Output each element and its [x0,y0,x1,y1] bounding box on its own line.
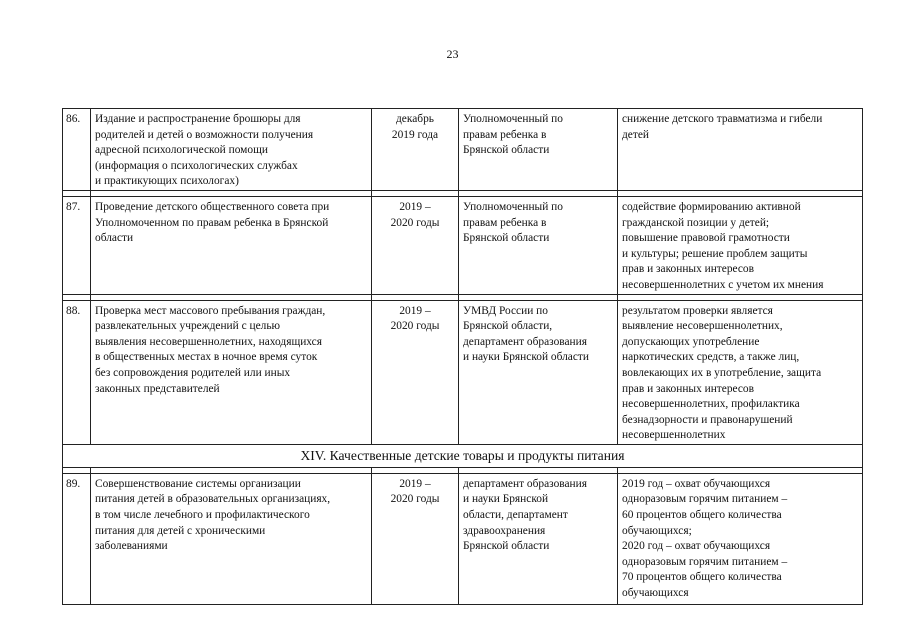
row-number: 88. [63,300,91,444]
page-number: 23 [446,47,459,61]
activity-cell: Издание и распространение брошюры для родителей и детей о возможности получения адресной психологической помощи (информация о психологических службах и практикующих психологах) [91,109,372,191]
table-row [63,473,863,604]
term-cell: 2019 – 2020 годы [372,473,459,604]
result-cell: результатом проверки является выявление несовершеннолетних, допускающих употребление наркотических средств, а также лиц, вовлекающих их в употребление, защита прав и законных интересов несовершеннолетних, профилактика безнадзорности и правонарушений несовершеннолетних [618,300,863,444]
section-title: XIV. Качественные детские товары и продукты питания [63,444,863,467]
term-cell: 2019 – 2020 годы [372,196,459,294]
row-number: 87. [63,196,91,294]
row-number: 89. [63,473,91,604]
responsible-cell: Уполномоченный по правам ребенка в Брянской области [459,196,618,294]
table-row [63,196,863,294]
responsible-cell: Уполномоченный по правам ребенка в Брянской области [459,109,618,191]
table-row [63,300,863,444]
activity-cell: Проведение детского общественного совета при Уполномоченном по правам ребенка в Брянской области [91,196,372,294]
result-cell: 2019 год – охват обучающихся одноразовым горячим питанием – 60 процентов общего количества обучающихся; 2020 год – охват обучающихся одноразовым горячим питанием – 70 процентов общего количества обучающихся [618,473,863,604]
result-cell: содействие формированию активной гражданской позиции у детей; повышение правовой грамотности и культуры; решение проблем защиты прав и законных интересов несовершеннолетних с учетом их мнения [618,196,863,294]
term-cell: декабрь 2019 года [372,109,459,191]
activity-cell: Проверка мест массового пребывания граждан, развлекательных учреждений с целью выявления несовершеннолетних, находящихся в общественных местах в ночное время суток без сопровождения родителей или иных законных представителей [91,300,372,444]
responsible-cell: УМВД России по Брянской области, департамент образования и науки Брянской области [459,300,618,444]
term-cell: 2019 – 2020 годы [372,300,459,444]
activity-cell: Совершенствование системы организации питания детей в образовательных организациях, в том числе лечебного и профилактического питания для детей с хроническими заболеваниями [91,473,372,604]
table-row [63,109,863,191]
row-number: 86. [63,109,91,191]
responsible-cell: департамент образования и науки Брянской области, департамент здравоохранения Брянской области [459,473,618,604]
result-cell: снижение детского травматизма и гибели детей [618,109,863,191]
section-heading-row [63,444,863,467]
action-plan-table [62,108,863,605]
